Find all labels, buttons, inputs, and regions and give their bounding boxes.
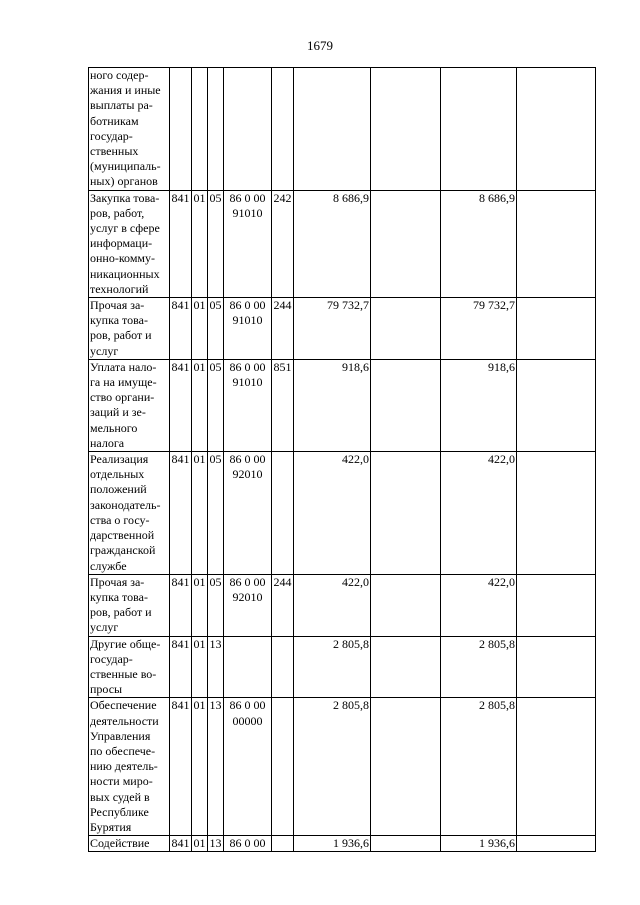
ministry-code: 841 (170, 452, 192, 575)
amount-total: 8 686,9 (294, 190, 371, 297)
amount-federal (371, 636, 441, 698)
ministry-code: 841 (170, 359, 192, 451)
subsection-code: 05 (208, 574, 224, 636)
amount-other (517, 698, 596, 836)
target-article: 86 0 00 92010 (224, 574, 272, 636)
section-code: 01 (193, 836, 206, 851)
amount-total: 2 805,8 (294, 698, 371, 836)
target-article: 86 0 00 91010 (224, 190, 272, 297)
expense-type (272, 836, 294, 852)
expense-type: 851 (272, 359, 294, 451)
ministry-code: 841 (170, 698, 192, 836)
row-name: Реализация отдельных положений законодатель- ства о госу- дарственной гражданской службе (89, 452, 170, 575)
section-code: 01 (192, 452, 208, 575)
ministry-code: 841 (170, 636, 192, 698)
subsection-code: 13 (209, 836, 222, 851)
amount-other (517, 190, 596, 297)
amount-republic: 79 732,7 (441, 298, 517, 360)
amount-republic: 8 686,9 (441, 190, 517, 297)
ministry-code: 841 (170, 298, 192, 360)
section-code (192, 68, 208, 191)
subsection-code: 13 (208, 698, 224, 836)
amount-federal (371, 298, 441, 360)
ministry-code (170, 68, 192, 191)
amount-federal (371, 574, 441, 636)
table-row (89, 574, 596, 636)
amount-republic: 1 936,6 (441, 836, 517, 852)
amount-total: 2 805,8 (294, 636, 371, 698)
expense-type (272, 636, 294, 698)
amount-federal (371, 190, 441, 297)
row-name: Содействие (89, 836, 170, 852)
amount-total: 1 936,6 (294, 836, 371, 852)
subsection-code: 05 (208, 359, 224, 451)
row-name: ного содер- жания и иные выплаты ра- ботникам государ- ственных (муниципаль- ных) органов (89, 68, 170, 191)
amount-republic: 918,6 (441, 359, 517, 451)
row-name: Уплата нало- га на имуще- ство органи- заций и зе- мельного налога (89, 359, 170, 451)
section-code: 01 (192, 298, 208, 360)
amount-total: 422,0 (294, 574, 371, 636)
amount-republic (441, 68, 517, 191)
expense-type: 242 (272, 190, 294, 297)
amount-other (517, 359, 596, 451)
table-row (89, 190, 596, 297)
amount-other (517, 298, 596, 360)
subsection-code: 05 (208, 190, 224, 297)
target-article: 86 0 00 92010 (224, 452, 272, 575)
expense-type: 244 (272, 574, 294, 636)
amount-federal (371, 68, 441, 191)
row-name: Обеспечение деятельности Управления по обеспече- нию деятель- ности миро- вых судей в Республике Бурятия (89, 698, 170, 836)
expense-type: 244 (272, 298, 294, 360)
expense-type (272, 452, 294, 575)
amount-republic: 2 805,8 (441, 698, 517, 836)
ministry-code: 841 (170, 574, 192, 636)
target-article: 86 0 00 91010 (224, 359, 272, 451)
subsection-code (208, 68, 224, 191)
expense-type (272, 68, 294, 191)
amount-other (517, 836, 596, 852)
target-article (224, 636, 272, 698)
table-row (89, 636, 596, 698)
target-article (224, 68, 272, 191)
table-row (89, 298, 596, 360)
table-row (89, 68, 596, 191)
ministry-code: 841 (170, 190, 192, 297)
amount-federal (371, 452, 441, 575)
amount-total (294, 68, 371, 191)
row-name: Закупка това- ров, работ, услуг в сфере информаци- онно-комму- никационных технологий (89, 190, 170, 297)
subsection-code: 13 (208, 636, 224, 698)
table-row (89, 359, 596, 451)
amount-other (517, 452, 596, 575)
row-name: Прочая за- купка това- ров, работ и услуг (89, 574, 170, 636)
amount-federal (371, 698, 441, 836)
section-code: 01 (192, 359, 208, 451)
amount-total: 918,6 (294, 359, 371, 451)
section-code: 01 (192, 574, 208, 636)
section-code: 01 (192, 190, 208, 297)
section-code: 01 (192, 698, 208, 836)
target-article: 86 0 00 91010 (224, 298, 272, 360)
amount-federal (371, 359, 441, 451)
row-name: Другие обще- государ- ственные во- просы (89, 636, 170, 698)
target-article: 86 0 00 (224, 836, 272, 852)
amount-other (517, 68, 596, 191)
amount-total: 79 732,7 (294, 298, 371, 360)
amount-republic: 422,0 (441, 452, 517, 575)
row-name: Прочая за- купка това- ров, работ и услуг (89, 298, 170, 360)
amount-federal (371, 836, 441, 852)
amount-other (517, 636, 596, 698)
subsection-code: 05 (208, 452, 224, 575)
amount-other (517, 574, 596, 636)
section-code: 01 (192, 636, 208, 698)
target-article: 86 0 00 00000 (224, 698, 272, 836)
amount-republic: 2 805,8 (441, 636, 517, 698)
amount-total: 422,0 (294, 452, 371, 575)
page-number: 1679 (307, 38, 333, 53)
expense-type (272, 698, 294, 836)
table-row (89, 836, 596, 852)
amount-republic: 422,0 (441, 574, 517, 636)
subsection-code: 05 (208, 298, 224, 360)
table-row (89, 698, 596, 836)
ministry-code: 841 (171, 836, 190, 851)
budget-table (88, 67, 596, 852)
table-row (89, 452, 596, 575)
